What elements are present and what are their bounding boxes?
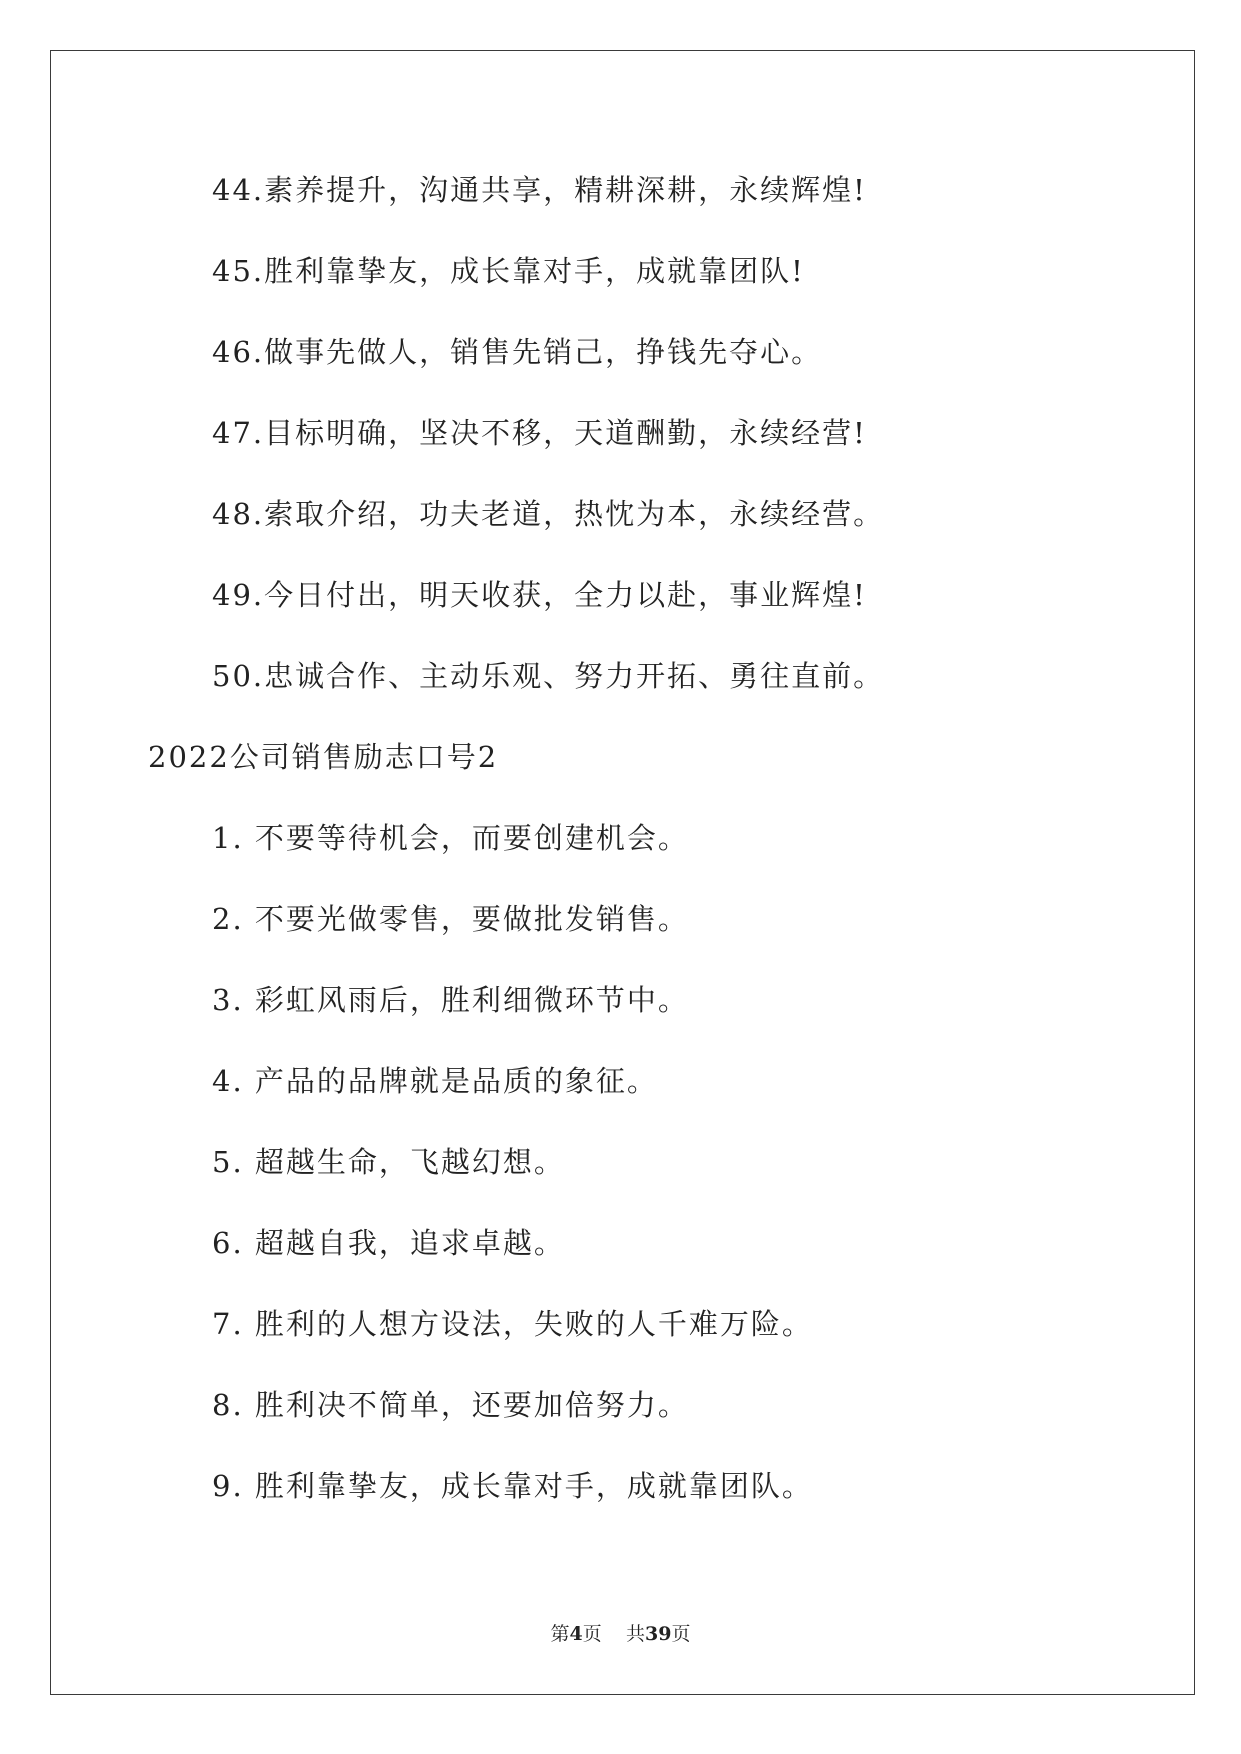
slogan-line-45: 45.胜利靠挚友，成长靠对手，成就靠团队!	[212, 254, 805, 288]
page-footer	[0, 1622, 1241, 1646]
slogan-line-5: 5. 超越生命，飞越幻想。	[212, 1145, 565, 1179]
slogan-line-8: 8. 胜利决不简单，还要加倍努力。	[212, 1388, 689, 1422]
slogan-line-7: 7. 胜利的人想方设法，失败的人千难万险。	[212, 1307, 813, 1341]
slogan-line-46: 46.做事先做人，销售先销己，挣钱先夺心。	[212, 335, 823, 369]
slogan-line-50: 50.忠诚合作、主动乐观、努力开拓、勇往直前。	[212, 659, 885, 693]
slogan-line-6: 6. 超越自我，追求卓越。	[212, 1226, 565, 1260]
footer-total-prefix: 共	[625, 1623, 645, 1645]
slogan-line-9: 9. 胜利靠挚友，成长靠对手，成就靠团队。	[212, 1469, 813, 1503]
footer-total-word: 页	[671, 1623, 691, 1645]
slogan-line-3: 3. 彩虹风雨后，胜利细微环节中。	[212, 983, 689, 1017]
slogan-line-47: 47.目标明确，坚决不移，天道酬勤，永续经营!	[212, 416, 867, 450]
slogan-line-1: 1. 不要等待机会，而要创建机会。	[212, 821, 689, 855]
slogan-line-48: 48.索取介绍，功夫老道，热忱为本，永续经营。	[212, 497, 885, 531]
slogan-line-49: 49.今日付出，明天收获，全力以赴，事业辉煌!	[212, 578, 867, 612]
section-heading: 2022公司销售励志口号2	[148, 740, 499, 774]
page-border	[50, 50, 1195, 1695]
total-pages-number: 39	[644, 1623, 672, 1645]
footer-page-word: 页	[582, 1623, 602, 1645]
slogan-line-44: 44.素养提升，沟通共享，精耕深耕，永续辉煌!	[212, 173, 867, 207]
current-page-number: 4	[569, 1623, 583, 1645]
slogan-line-4: 4. 产品的品牌就是品质的象征。	[212, 1064, 658, 1098]
footer-prefix: 第	[550, 1623, 570, 1645]
slogan-line-2: 2. 不要光做零售，要做批发销售。	[212, 902, 689, 936]
